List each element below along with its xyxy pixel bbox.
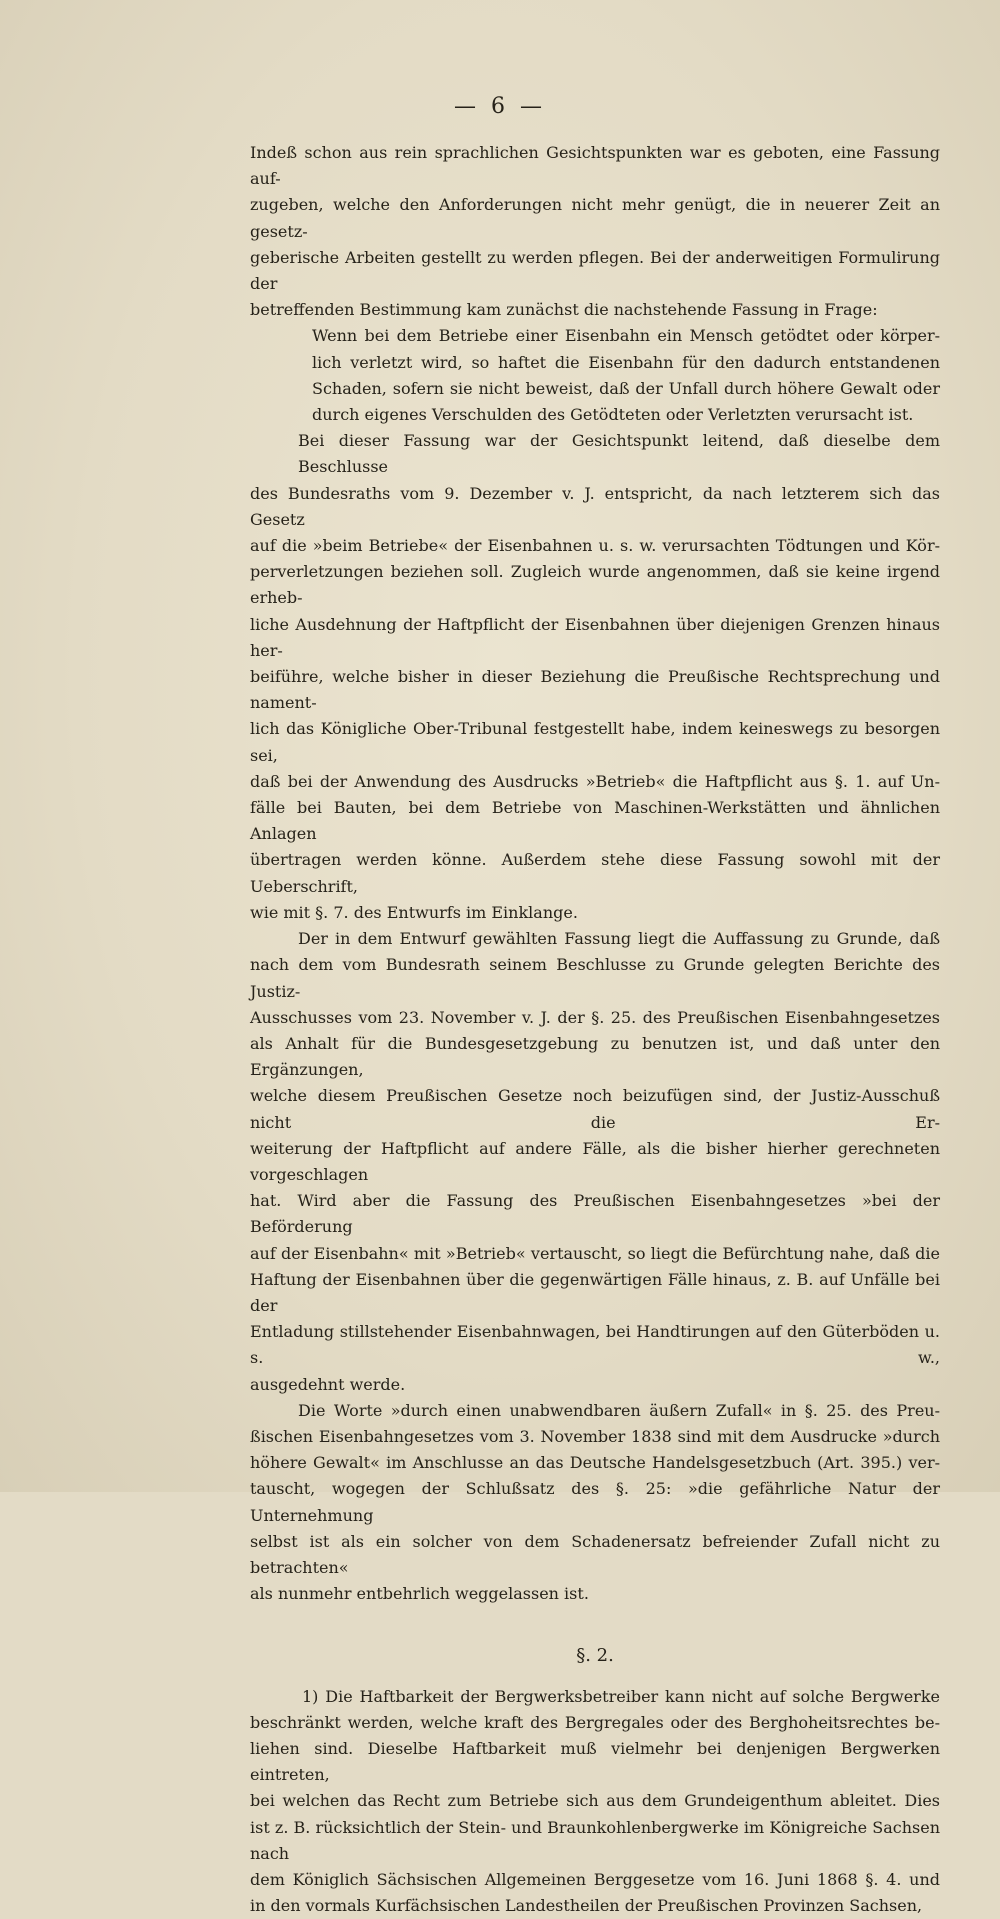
text-line: lich das Königliche Ober-Tribunal festgestellt habe, indem keineswegs zu besorgen sei, — [250, 719, 940, 765]
text-line: auf der Eisenbahn« mit »Betrieb« vertauscht, so liegt die Befürchtung nahe, daß die — [250, 1243, 940, 1263]
text-line: auf die »beim Betriebe« der Eisenbahnen u. s. w. verursachten Tödtungen und Kör- — [250, 536, 940, 556]
text-line: geberische Arbeiten gestellt zu werden pflegen. Bei der anderweitigen Formulirung der — [250, 247, 940, 294]
text-line: liche Ausdehnung der Haftpflicht der Eisenbahnen über diejenigen Grenzen hinaus her- — [250, 614, 940, 660]
text-line: daß bei der Anwendung des Ausdrucks »Betrieb« die Haftpflicht aus §. 1. auf Un- — [250, 771, 940, 791]
text-line: als Anhalt für die Bundesgesetzgebung zu benutzen ist, und daß unter den Ergänzungen, — [250, 1033, 940, 1080]
page-number: — 6 — — [454, 94, 546, 119]
text-line: wie mit §. 7. des Entwurfs im Einklange. — [250, 902, 578, 922]
text-line: des Bundesraths vom 9. Dezember v. J. entspricht, da nach letzterem sich das Gesetz — [250, 483, 940, 529]
text-line: zugeben, welche den Anforderungen nicht mehr genügt, die in neuerer Zeit an gesetz- — [250, 195, 940, 241]
text-line: Indeß schon aus rein sprachlichen Gesichtspunkten war es geboten, eine Fassung auf- — [250, 143, 940, 189]
text-line: Schaden, sofern sie nicht beweist, daß der Unfall durch höhere Gewalt oder — [312, 378, 940, 398]
text-line: als nunmehr entbehrlich weggelassen ist. — [250, 1584, 589, 1604]
text-line: Die Worte »durch einen unabwendbaren äußern Zufall« in §. 25. des Preu- — [298, 1400, 940, 1420]
text-line: durch eigenes Verschulden des Getödteten oder Verletzten verursacht ist. — [312, 405, 914, 425]
text-line: 1) Die Haftbarkeit der Bergwerksbetreiber kann nicht auf solche Bergwerke — [302, 1686, 940, 1706]
section-heading: §. 2. — [576, 1645, 614, 1667]
text-line: Der in dem Entwurf gewählten Fassung liegt die Auffassung zu Grunde, daß — [298, 929, 940, 949]
text-line: weiterung der Haftpflicht auf andere Fälle, als die bisher hierher gerechneten vorgeschlagen — [250, 1138, 940, 1184]
text-line: ausgedehnt werde. — [250, 1374, 406, 1394]
text-line: selbst ist als ein solcher von dem Schadenersatz befreiender Zufall nicht zu betrachten« — [250, 1531, 940, 1577]
text-line: Bei dieser Fassung war der Gesichtspunkt leitend, daß dieselbe dem Beschlusse — [298, 431, 940, 477]
text-line: nach dem vom Bundesrath seinem Beschlusse zu Grunde gelegten Berichte des Justiz- — [250, 955, 940, 1001]
body-text — [250, 140, 940, 1919]
paragraphs — [250, 140, 940, 1607]
paragraph — [250, 428, 940, 926]
text-line: dem Königlich Sächsischen Allgemeinen Berggesetze vom 16. Juni 1868 §. 4. und — [250, 1870, 940, 1889]
paragraph — [250, 1684, 940, 1919]
paragraph — [250, 140, 940, 323]
text-line: tauscht, wogegen der Schlußsatz des §. 25: »die gefährliche Natur der Unternehmung — [250, 1479, 940, 1525]
text-line: hat. Wird aber die Fassung des Preußischen Eisenbahngesetzes »bei der Beförderung — [250, 1191, 940, 1237]
text-line: welche diesem Preußischen Gesetze noch beizufügen sind, der Justiz-Ausschuß nicht die Er- — [250, 1086, 940, 1132]
text-line: übertragen werden könne. Außerdem stehe diese Fassung sowohl mit der Ueberschrift, — [250, 850, 940, 896]
text-line: perverletzungen beziehen soll. Zugleich wurde angenommen, daß sie keine irgend erheb- — [250, 562, 940, 608]
text-line: beiführe, welche bisher in dieser Beziehung die Preußische Rechtsprechung und nament- — [250, 667, 940, 713]
paragraph — [250, 323, 940, 428]
text-line: fälle bei Bauten, bei dem Betriebe von Maschinen-Werkstätten und ähnlichen Anlagen — [250, 798, 940, 844]
text-line: in den vormals Kurfächsischen Landestheilen der Preußischen Provinzen Sachsen, — [250, 1896, 923, 1916]
text-line: höhere Gewalt« im Anschlusse an das Deutsche Handelsgesetzbuch (Art. 395.) ver- — [250, 1453, 940, 1473]
text-line: ßischen Eisenbahngesetzes vom 3. November 1838 sind mit dem Ausdrucke »durch — [250, 1426, 940, 1446]
text-line: ist z. B. rücksichtlich der Stein- und Braunkohlenbergwerke im Königreiche Sachsen nach — [250, 1817, 940, 1863]
section-paragraphs — [250, 1684, 940, 1919]
text-line: betreffenden Bestimmung kam zunächst die nachstehende Fassung in Frage: — [250, 300, 878, 320]
text-line: bei welchen das Recht zum Betriebe sich aus dem Grundeigenthum ableitet. Dies — [250, 1791, 940, 1811]
text-line: Wenn bei dem Betriebe einer Eisenbahn ein Mensch getödtet oder körper- — [312, 326, 940, 346]
text-line: liehen sind. Dieselbe Haftbarkeit muß vielmehr bei denjenigen Bergwerken eintreten, — [250, 1738, 940, 1785]
text-line: lich verletzt wird, so haftet die Eisenbahn für den dadurch entstandenen — [312, 352, 940, 372]
paragraph — [250, 926, 940, 1398]
text-line: Haftung der Eisenbahnen über die gegenwärtigen Fälle hinaus, z. B. auf Unfälle bei der — [250, 1269, 940, 1315]
paragraph — [250, 1398, 940, 1608]
text-line: beschränkt werden, welche kraft des Bergregales oder des Berghoheitsrechtes be- — [250, 1712, 940, 1732]
text-line: Entladung stillstehender Eisenbahnwagen, bei Handtirungen auf den Güterböden u. s. w., — [250, 1322, 940, 1368]
text-line: Ausschusses vom 23. November v. J. der §. 25. des Preußischen Eisenbahngesetzes — [250, 1007, 940, 1027]
